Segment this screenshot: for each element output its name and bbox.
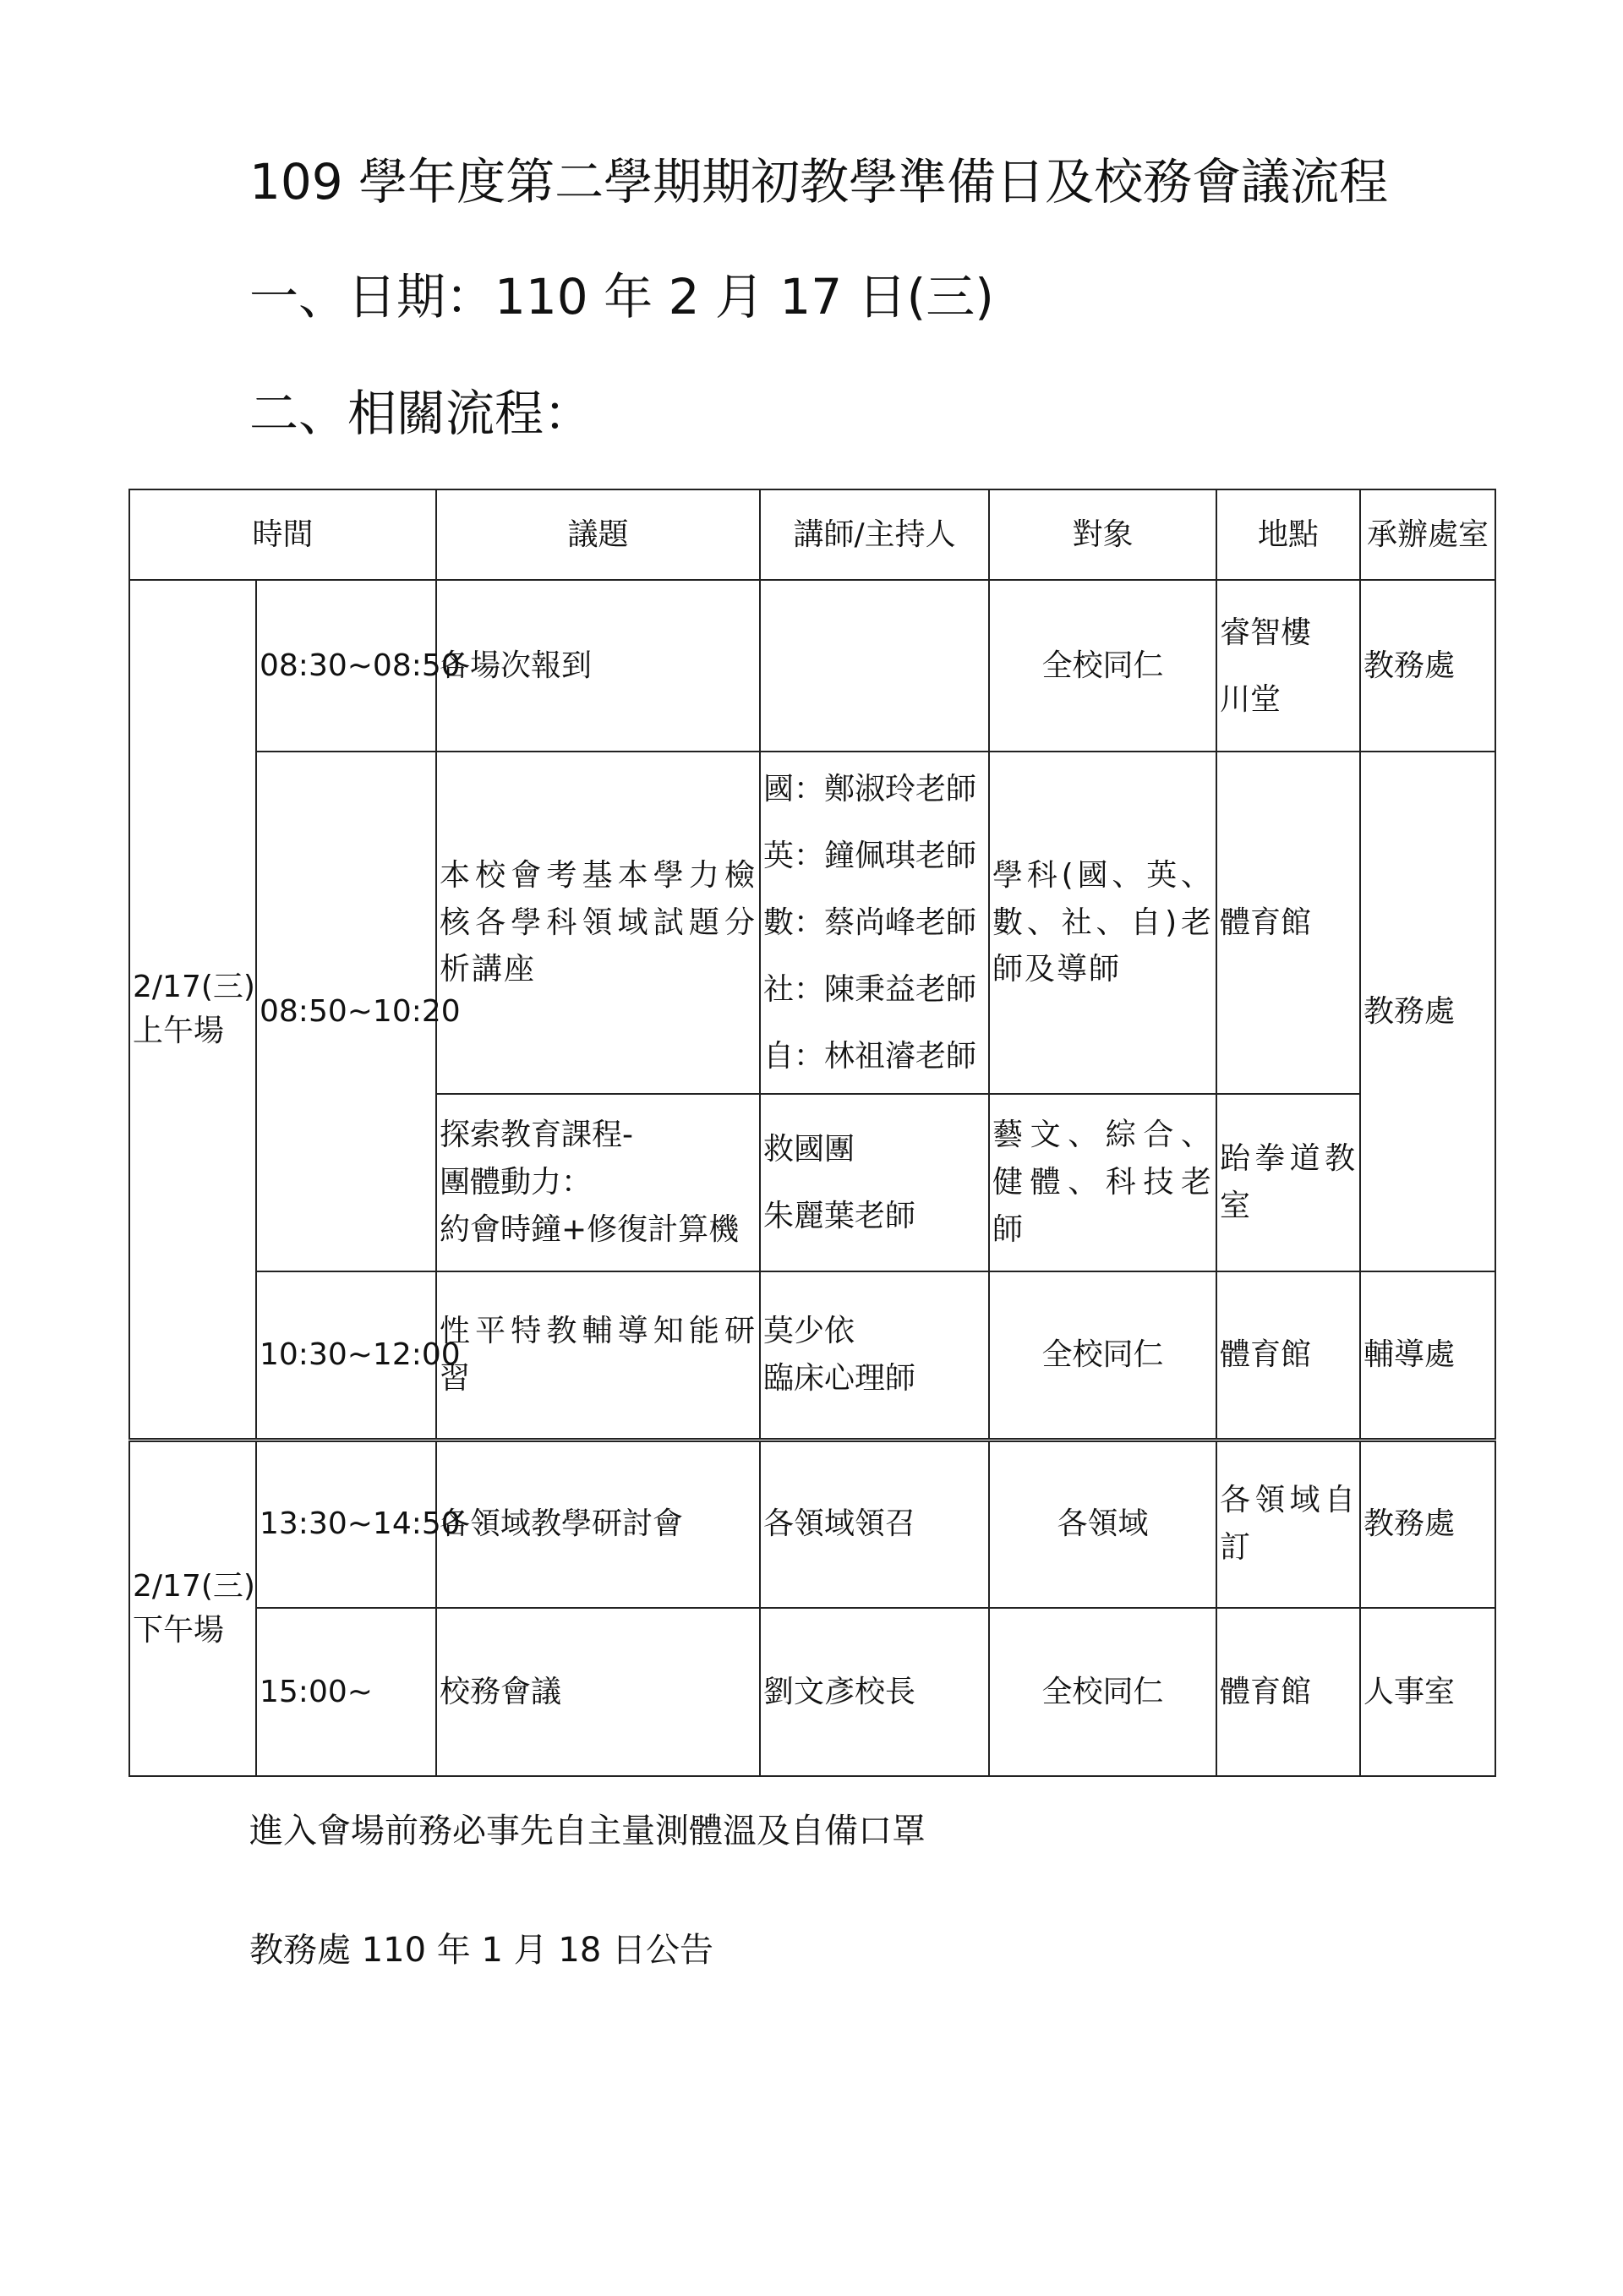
topic-line: 探索教育課程- <box>440 1118 634 1153</box>
row-audience: 各領域 <box>989 1440 1216 1608</box>
row-topic: 校務會議 <box>436 1608 760 1776</box>
row-time: 08:30~08:50 <box>256 580 436 752</box>
row-location: 體育館 <box>1216 752 1360 1094</box>
header-office: 承辦處室 <box>1360 489 1495 580</box>
topic-line: 約會時鐘+修復計算機 <box>440 1211 740 1247</box>
row-location <box>1216 580 1360 752</box>
row-audience: 學科(國、英、數、社、自)老師及導師 <box>989 752 1216 1094</box>
row-topic: 性平特教輔導知能研習 <box>436 1271 760 1440</box>
speaker-line: 朱麗葉老師 <box>763 1199 916 1233</box>
row-topic: 本校會考基本學力檢核各學科領域試題分析講座 <box>436 752 760 1094</box>
row-speaker: 劉文彥校長 <box>760 1608 989 1776</box>
header-speaker: 講師/主持人 <box>760 489 989 580</box>
row-audience: 全校同仁 <box>989 580 1216 752</box>
table-row <box>129 1440 1495 1608</box>
row-speaker <box>760 580 989 752</box>
table-row <box>129 752 1495 1094</box>
schedule-table <box>128 489 1496 1777</box>
row-audience: 全校同仁 <box>989 1608 1216 1776</box>
speaker-line: 救國團 <box>763 1132 855 1167</box>
speaker-chinese: 國：鄭淑玲老師 <box>763 772 977 806</box>
row-location: 各領域自訂 <box>1216 1440 1360 1608</box>
header-time: 時間 <box>129 489 436 580</box>
row-time: 15:00~ <box>256 1608 436 1776</box>
header-audience: 對象 <box>989 489 1216 580</box>
topic-line: 團體動力： <box>440 1165 593 1200</box>
process-heading: 二、相關流程： <box>249 385 593 442</box>
row-audience: 藝文、綜合、健體、科技老師 <box>989 1094 1216 1271</box>
speaker-english: 英：鐘佩琪老師 <box>763 839 977 873</box>
table-row <box>129 580 1495 752</box>
speaker-science: 自：林祖濬老師 <box>763 1039 977 1074</box>
row-time: 13:30~14:50 <box>256 1440 436 1608</box>
row-time: 10:30~12:00 <box>256 1271 436 1440</box>
row-topic: 各領域教學研討會 <box>436 1440 760 1608</box>
table-row <box>129 1271 1495 1440</box>
row-speaker <box>760 752 989 1094</box>
header-location: 地點 <box>1216 489 1360 580</box>
header-topic: 議題 <box>436 489 760 580</box>
row-speaker: 各領域領召 <box>760 1440 989 1608</box>
table-row <box>129 1608 1495 1776</box>
row-office: 輔導處 <box>1360 1271 1495 1440</box>
speaker-line: 臨床心理師 <box>763 1360 916 1396</box>
row-location: 體育館 <box>1216 1271 1360 1440</box>
row-office: 教務處 <box>1360 1440 1495 1608</box>
date-line: 一、日期：110 年 2 月 17 日(三) <box>249 268 994 325</box>
session-morning-label: 2/17(三)上午場 <box>129 580 256 1440</box>
row-office: 人事室 <box>1360 1608 1495 1776</box>
row-speaker <box>760 1094 989 1271</box>
announcement-line: 教務處 110 年 1 月 18 日公告 <box>249 1931 713 1970</box>
document-title: 109 學年度第二學期期初教學準備日及校務會議流程 <box>249 153 1389 210</box>
speaker-line: 莫少依 <box>763 1313 855 1348</box>
row-topic <box>436 1094 760 1271</box>
row-location: 跆拳道教室 <box>1216 1094 1360 1271</box>
row-speaker <box>760 1271 989 1440</box>
location-line: 川堂 <box>1220 681 1281 717</box>
table-header-row <box>129 489 1495 580</box>
speaker-math: 數：蔡尚峰老師 <box>763 905 977 940</box>
health-notice: 進入會場前務必事先自主量測體溫及自備口罩 <box>249 1812 926 1850</box>
speaker-social: 社：陳秉益老師 <box>763 972 977 1007</box>
row-office: 教務處 <box>1360 752 1495 1271</box>
session-afternoon-label: 2/17(三)下午場 <box>129 1440 256 1776</box>
row-audience: 全校同仁 <box>989 1271 1216 1440</box>
row-office: 教務處 <box>1360 580 1495 752</box>
row-time: 08:50~10:20 <box>256 752 436 1271</box>
location-line: 睿智樓 <box>1220 615 1312 650</box>
row-topic: 各場次報到 <box>436 580 760 752</box>
row-location: 體育館 <box>1216 1608 1360 1776</box>
